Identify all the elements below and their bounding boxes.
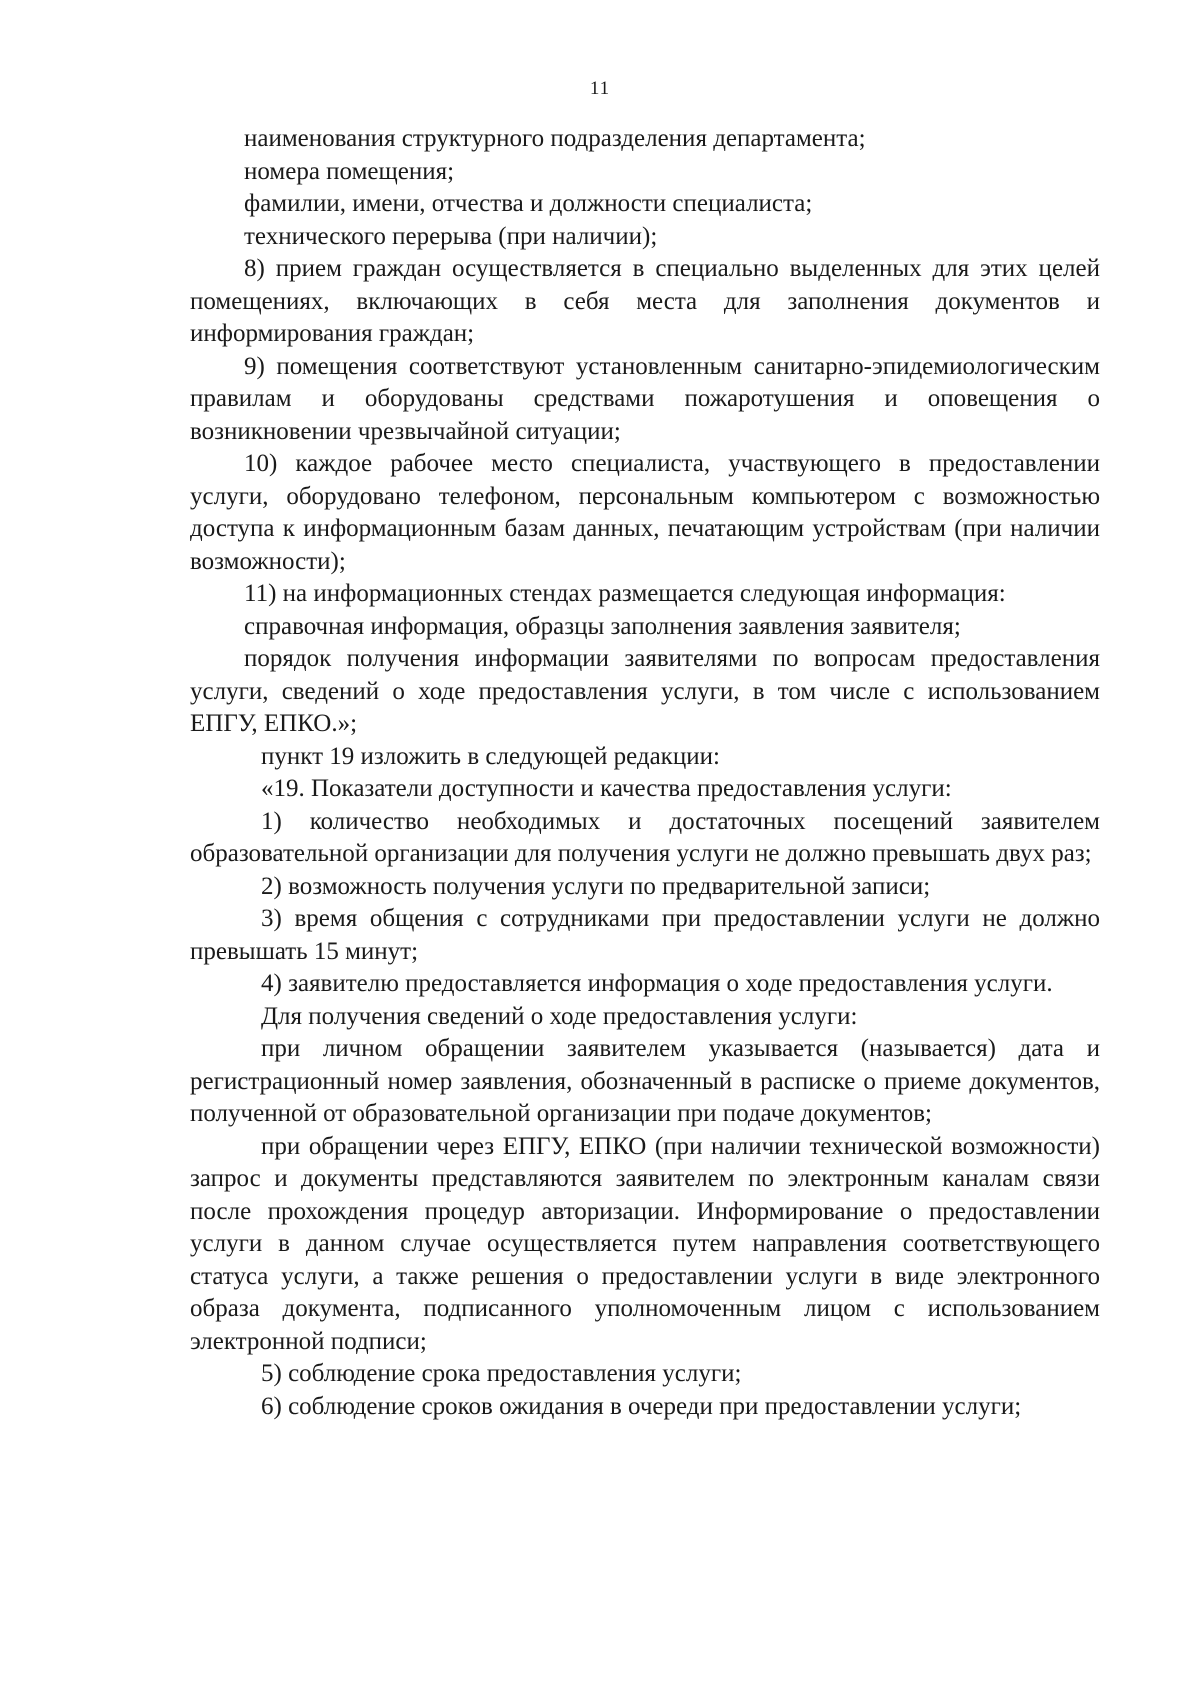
paragraph: порядок получения информации заявителями по вопросам предоставления услуги, сведений о ходе предоставления услуги, в том числе с использованием ЕПГУ, ЕПКО.»; (190, 645, 1100, 737)
paragraph: фамилии, имени, отчества и должности специалиста; (244, 190, 813, 217)
document-body (190, 123, 1100, 1423)
paragraph: 2) возможность получения услуги по предварительной записи; (261, 872, 931, 900)
paragraph: 9) помещения соответствуют установленным санитарно-эпидемиологическим правилам и оборудованы средствами пожаротушения и оповещения о возникновении чрезвычайной ситуации; (190, 352, 1100, 445)
paragraph: технического перерыва (при наличии); (244, 222, 658, 250)
paragraph: 1) количество необходимых и достаточных посещений заявителем образовательной организации для получения услуги не должно превышать двух раз; (190, 807, 1100, 867)
paragraph: 3) время общения с сотрудниками при предоставлении услуги не должно превышать 15 минут; (190, 905, 1100, 965)
paragraph: 11) на информационных стендах размещается следующая информация: (244, 580, 1006, 607)
paragraph: наименования структурного подразделения департамента; (244, 125, 866, 152)
paragraph: 5) соблюдение срока предоставления услуги; (261, 1360, 742, 1387)
paragraph: 6) соблюдение сроков ожидания в очереди при предоставлении услуги; (261, 1392, 1022, 1420)
paragraph: «19. Показатели доступности и качества предоставления услуги: (261, 775, 952, 802)
paragraph: при личном обращении заявителем указывается (называется) дата и регистрационный номер заявления, обозначенный в расписке о приеме документов, полученной от образовательной организации при подаче документов; (190, 1035, 1100, 1127)
paragraph: 8) прием граждан осуществляется в специально выделенных для этих целей помещениях, включающих в себя места для заполнения документов и информирования граждан; (190, 255, 1100, 347)
paragraph: 10) каждое рабочее место специалиста, участвующего в предоставлении услуги, оборудовано телефоном, персональным компьютером с возможностью доступа к информационным базам данных, печатающим устройствам (при наличии возможности); (190, 450, 1100, 575)
paragraph: справочная информация, образцы заполнения заявления заявителя; (244, 612, 961, 640)
page-number: 11 (589, 78, 611, 99)
paragraph: Для получения сведений о ходе предоставления услуги: (261, 1002, 858, 1030)
paragraph: пункт 19 изложить в следующей редакции: (261, 742, 720, 770)
paragraph: номера помещения; (244, 157, 455, 185)
paragraph: при обращении через ЕПГУ, ЕПКО (при наличии технической возможности) запрос и документы представляются заявителем по электронным каналам связи после прохождения процедур авторизации. Информирование о предоставлении услуги в данном случае осуществляется путем направления соответствующего статуса услуги, а также решения о предоставлении услуги в виде электронного образа документа, подписанного уполномоченным лицом с использованием электронной подписи; (190, 1132, 1100, 1355)
paragraph: 4) заявителю предоставляется информация о ходе предоставления услуги. (261, 970, 1053, 997)
